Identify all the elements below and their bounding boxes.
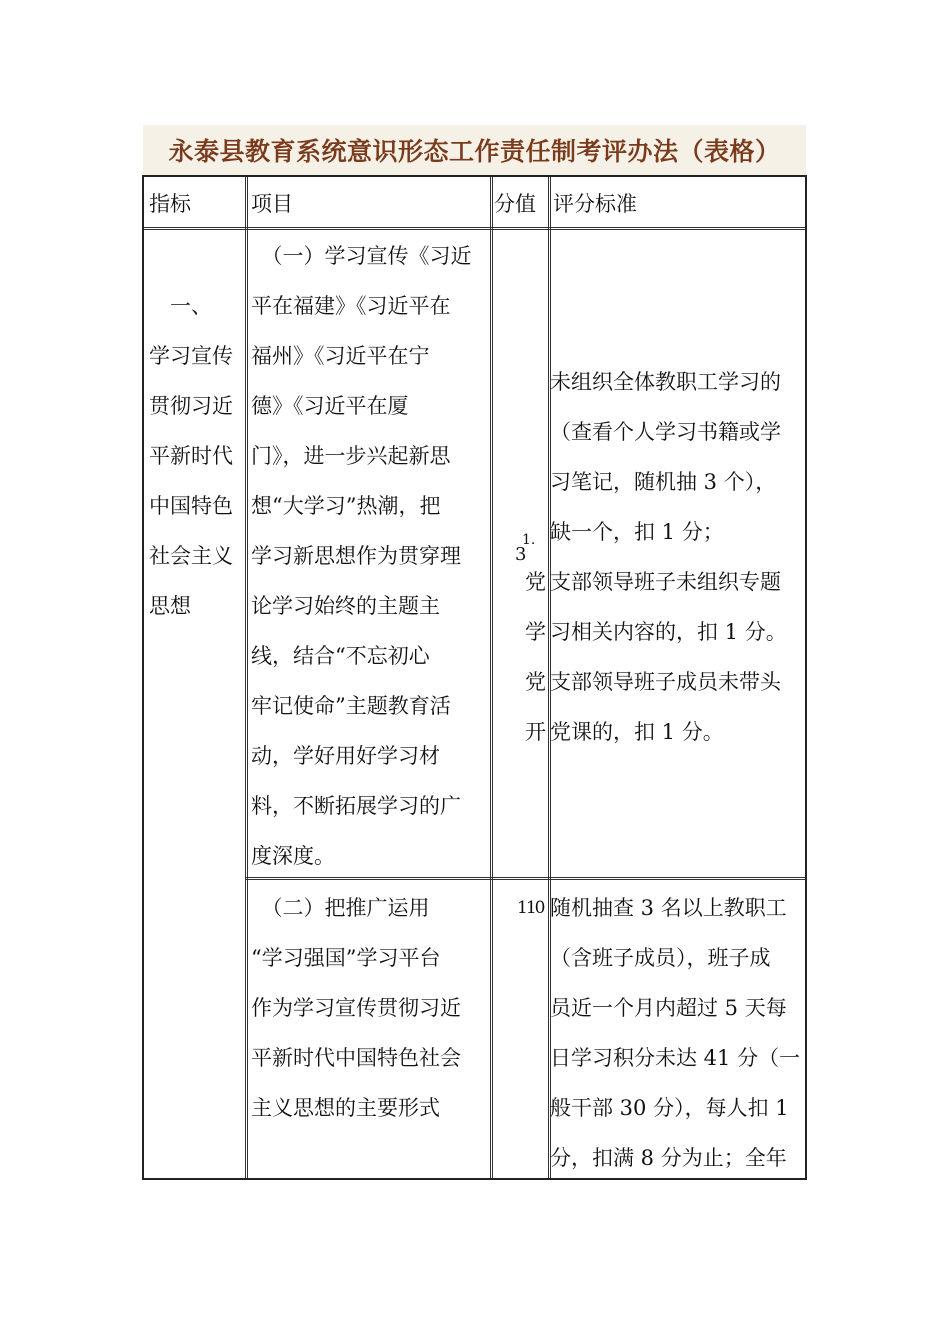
criteria-line: 党课的，扣 1 分。 xyxy=(550,720,724,744)
criteria-line: 缺一个，扣 1 分； xyxy=(550,520,724,544)
criteria-line: 支部领导班子成员未带头 xyxy=(550,670,781,694)
criteria-fragment: 党 xyxy=(525,570,546,594)
document-title: 永泰县教育系统意识形态工作责任制考评办法（表格） xyxy=(168,137,781,166)
criteria-line: （查看个人学习书籍或学 xyxy=(550,420,781,444)
header-criteria: 评分标准 xyxy=(553,192,637,216)
item-cell-1: （一）学习宣传《习近 平在福建》《习近平在 福州》《习近平在宁 德》《习近平在厦 门》，进一步兴起新思 想“大学习”热潮，把 学习新思想作为贯穿理 论学习始终的主题主 线，结合“不忘初心 牢记使命”主题教育活 动，学好用好学习材 料，不断拓展学习的广 度深度。 xyxy=(251,244,472,868)
item-cell-2: （二）把推广运用 “学习强国”学习平台 作为学习宣传贯彻习近 平新时代中国特色社会 主义思想的主要形式 xyxy=(251,896,461,1120)
header-divider xyxy=(144,227,805,230)
criteria-fragment: 党 xyxy=(525,670,546,694)
criteria-line: 未组织全体教职工学习的 xyxy=(550,370,781,394)
criteria-numbering: 1. xyxy=(522,532,536,548)
column-divider xyxy=(490,177,493,1178)
criteria-cell-2: 随机抽查 3 名以上教职工 （含班子成员），班子成 员近一个月内超过 5 天每 日学习积分未达 41 分（一 般干部 30 分），每人扣 1 分，扣满 8 分为止；全年 xyxy=(550,896,801,1170)
criteria-line: 支部领导班子未组织专题 xyxy=(550,570,781,594)
evaluation-table xyxy=(142,175,807,1180)
score-cell-1: 3 xyxy=(515,544,527,565)
header-indicator: 指标 xyxy=(149,192,191,216)
criteria-fragment: 学 xyxy=(525,620,546,644)
criteria-fragment: 开 xyxy=(525,720,546,744)
criteria-line: 习相关内容的，扣 1 分。 xyxy=(550,620,787,644)
document-title-bar xyxy=(143,125,806,175)
score-cell-2: 110 xyxy=(517,898,544,918)
criteria-line: 习笔记，随机抽 3 个）， xyxy=(550,470,777,494)
column-divider xyxy=(245,177,248,1178)
header-score: 分值 xyxy=(494,192,536,216)
indicator-cell: 一、 学习宣传 贯彻习近 平新时代 中国特色 社会主义 思想 xyxy=(149,294,233,618)
header-item: 项目 xyxy=(251,192,293,216)
